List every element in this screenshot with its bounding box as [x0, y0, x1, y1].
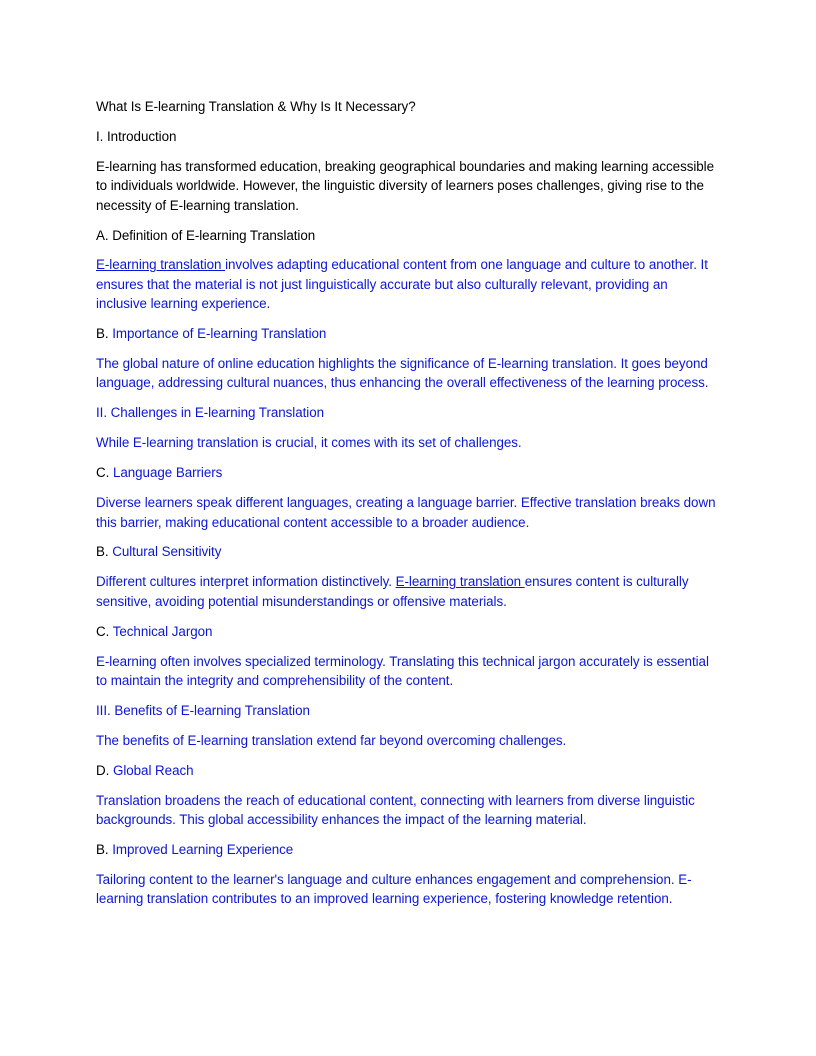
- language-barriers-paragraph: Diverse learners speak different languages, creating a language barrier. Effective translation breaks down this barrier, making educational content accessible to a broader audience.: [96, 495, 716, 530]
- technical-prefix: C.: [96, 623, 113, 639]
- technical-jargon-paragraph: E-learning often involves specialized terminology. Translating this technical jargon accurately is essential to maintain the integrity and comprehensibility of the content.: [96, 653, 709, 688]
- improved-learning-heading: [96, 840, 722, 859]
- definition-heading: A. Definition of E-learning Translation: [96, 227, 316, 243]
- importance-paragraph: The global nature of online education highlights the significance of E-learning translation. It goes beyond language, addressing cultural nuances, thus enhancing the overall effectiveness of the learning process.: [96, 356, 709, 391]
- importance-heading: [96, 324, 722, 343]
- benefits-paragraph: The benefits of E-learning translation extend far beyond overcoming challenges.: [96, 732, 567, 748]
- elearning-translation-link[interactable]: E-learning translation: [96, 257, 226, 273]
- technical-title: Technical Jargon: [112, 623, 213, 639]
- cultural-sensitivity-heading: [96, 542, 722, 561]
- benefits-heading: III. Benefits of E-learning Translation: [96, 702, 310, 718]
- intro-heading: I. Introduction: [96, 128, 177, 144]
- improved-title: Improved Learning Experience: [112, 841, 294, 857]
- challenges-heading: II. Challenges in E-learning Translation: [96, 405, 325, 421]
- language-title: Language Barriers: [112, 465, 223, 481]
- cultural-text-end: ensures content is culturally sensitive, avoiding potential misunderstandings or offensive materials.: [96, 574, 689, 609]
- global-reach-heading: [96, 761, 722, 780]
- challenges-paragraph: While E-learning translation is crucial, it comes with its set of challenges.: [96, 435, 522, 451]
- intro-paragraph: E-learning has transformed education, breaking geographical boundaries and making learning accessible to individuals worldwide. However, the linguistic diversity of learners poses challenges, giving rise to the necessity of E-learning translation.: [96, 158, 715, 213]
- elearning-translation-link-2[interactable]: E-learning translation: [395, 574, 525, 590]
- definition-text: involves adapting educational content from one language and culture to another. It ensures that the material is not just linguistically accurate but also culturally relevant, providing an inclusive learning experience.: [96, 257, 708, 312]
- document-title: What Is E-learning Translation & Why Is It Necessary?: [96, 99, 416, 114]
- cultural-prefix: B.: [96, 544, 113, 560]
- cultural-sensitivity-paragraph: [96, 572, 722, 611]
- global-title: Global Reach: [112, 762, 194, 778]
- global-prefix: D.: [96, 762, 113, 778]
- cultural-title: Cultural Sensitivity: [112, 544, 222, 560]
- technical-jargon-heading: [96, 622, 722, 641]
- improved-prefix: B.: [96, 841, 113, 857]
- document-page: [96, 97, 722, 919]
- language-barriers-heading: [96, 463, 722, 482]
- language-prefix: C.: [96, 465, 113, 481]
- importance-title: Importance of E-learning Translation: [112, 326, 327, 342]
- cultural-text-start: Different cultures interpret information distinctively.: [96, 574, 396, 590]
- importance-prefix: B.: [96, 326, 113, 342]
- improved-learning-paragraph: Tailoring content to the learner's language and culture enhances engagement and comprehension. E-learning translation contributes to an improved learning experience, fostering knowledge retention.: [96, 871, 692, 907]
- global-reach-paragraph: Translation broadens the reach of educational content, connecting with learners from diverse linguistic backgrounds. This global accessibility enhances the impact of the learning material.: [96, 792, 695, 827]
- definition-paragraph: [96, 255, 722, 313]
